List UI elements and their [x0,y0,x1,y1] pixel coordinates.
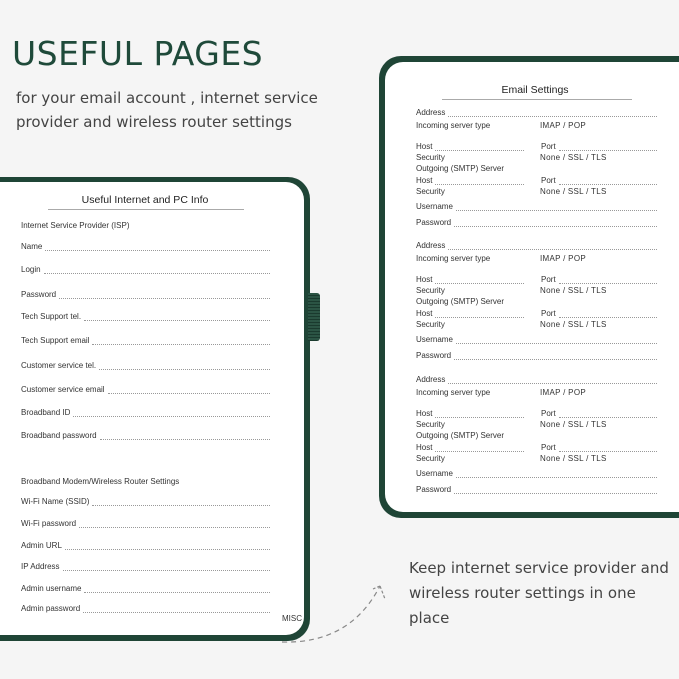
elastic-band [308,293,320,341]
field-row[interactable]: Name [21,242,270,251]
field-row[interactable]: Admin URL [21,541,270,550]
field-row[interactable]: Login [21,265,270,274]
port-field[interactable]: Port [541,443,657,452]
host-field[interactable]: Host [416,275,524,284]
field-row[interactable]: Wi-Fi password [21,519,270,528]
password-field[interactable]: Password [416,485,657,494]
section-isp: Internet Service Provider (ISP) [21,221,130,230]
username-field[interactable]: Username [416,335,657,344]
host-field[interactable]: Host [416,142,524,151]
field-row[interactable]: Customer service tel. [21,361,270,370]
field-row[interactable]: Broadband ID [21,408,270,417]
security-options[interactable]: None / SSL / TLS [540,153,607,162]
password-field[interactable]: Password [416,218,657,227]
field-row[interactable]: Broadband password [21,431,270,440]
field-row[interactable]: Tech Support tel. [21,312,270,321]
title-rule [48,209,244,210]
incoming-server-label: Incoming server type [416,388,491,397]
field-row[interactable]: Admin password [21,604,270,613]
outgoing-server-label: Outgoing (SMTP) Server [416,297,505,306]
title-rule [442,99,632,100]
security-label: Security [416,286,445,295]
security-label: Security [416,454,445,463]
security-label: Security [416,187,445,196]
incoming-server-options[interactable]: IMAP / POP [540,121,586,130]
address-field[interactable]: Address [416,241,657,250]
security-options[interactable]: None / SSL / TLS [540,420,607,429]
password-field[interactable]: Password [416,351,657,360]
right-page-title: Email Settings [501,84,569,96]
section-router: Broadband Modem/Wireless Router Settings [21,477,180,486]
page-subtitle: for your email account , internet service provider and wireless router settings [16,89,318,131]
security-options[interactable]: None / SSL / TLS [540,187,607,196]
caption-text: Keep internet service provider and wireless router settings in one place [409,559,669,627]
host-field[interactable]: Host [416,176,524,185]
field-row[interactable]: Admin username [21,584,270,593]
incoming-server-options[interactable]: IMAP / POP [540,254,586,263]
outgoing-server-label: Outgoing (SMTP) Server [416,431,505,440]
security-options[interactable]: None / SSL / TLS [540,454,607,463]
left-page-title: Useful Internet and PC Info [81,194,209,206]
security-label: Security [416,153,445,162]
address-field[interactable]: Address [416,375,657,384]
address-field[interactable]: Address [416,108,657,117]
port-field[interactable]: Port [541,309,657,318]
host-field[interactable]: Host [416,443,524,452]
dashed-arrow-icon [280,566,410,646]
field-row[interactable]: Tech Support email [21,336,270,345]
incoming-server-options[interactable]: IMAP / POP [540,388,586,397]
outgoing-server-label: Outgoing (SMTP) Server [416,164,505,173]
host-field[interactable]: Host [416,409,524,418]
username-field[interactable]: Username [416,202,657,211]
incoming-server-label: Incoming server type [416,254,491,263]
security-label: Security [416,320,445,329]
page-headline: USEFUL PAGES [12,34,264,73]
host-field[interactable]: Host [416,309,524,318]
port-field[interactable]: Port [541,275,657,284]
username-field[interactable]: Username [416,469,657,478]
port-field[interactable]: Port [541,176,657,185]
port-field[interactable]: Port [541,409,657,418]
security-label: Security [416,420,445,429]
incoming-server-label: Incoming server type [416,121,491,130]
field-row[interactable]: IP Address [21,562,270,571]
security-options[interactable]: None / SSL / TLS [540,286,607,295]
field-row[interactable]: Password [21,290,270,299]
field-row[interactable]: Wi-Fi Name (SSID) [21,497,270,506]
port-field[interactable]: Port [541,142,657,151]
field-row[interactable]: Customer service email [21,385,270,394]
security-options[interactable]: None / SSL / TLS [540,320,607,329]
misc-tab[interactable]: MISC [282,614,302,623]
